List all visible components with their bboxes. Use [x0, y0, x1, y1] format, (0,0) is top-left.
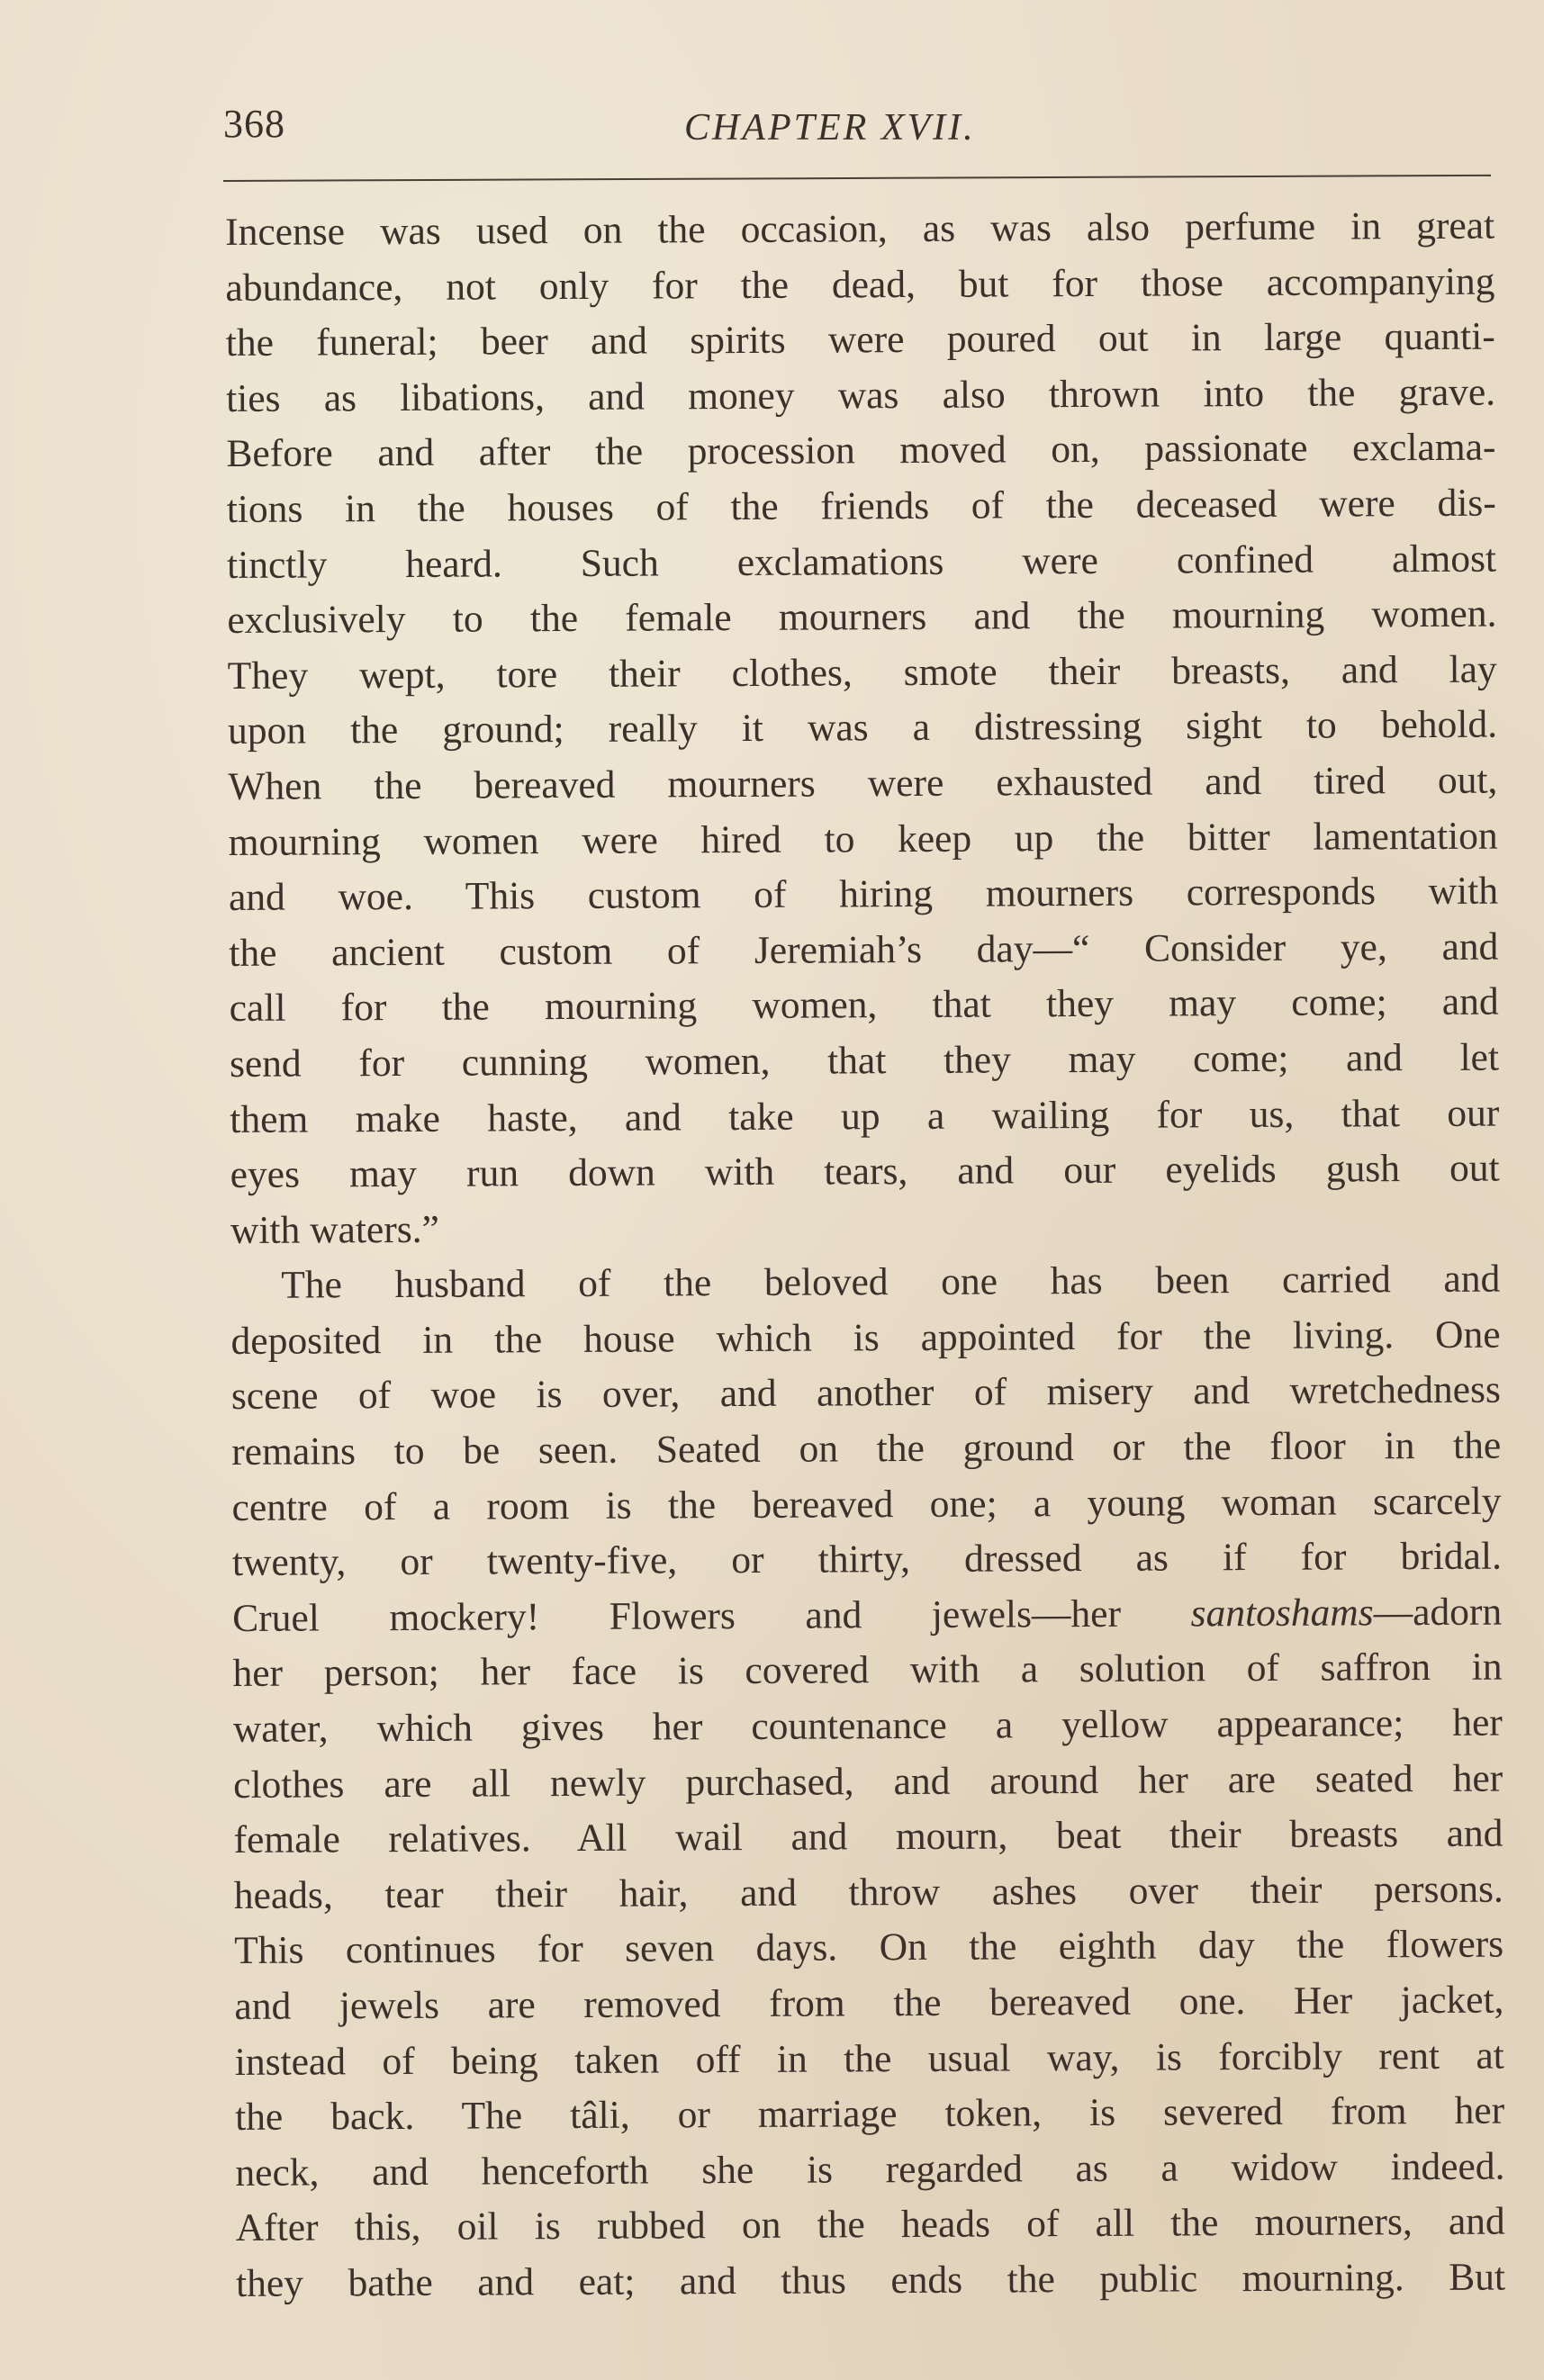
text-line: tions in the houses of the friends of the deceased were dis-: [226, 481, 1496, 531]
body-text: [225, 199, 1505, 2312]
text-line: exclusively to the female mourners and the mourning women.: [227, 591, 1497, 643]
text-line: eyes may run down with tears, and our eyelids gush out: [230, 1146, 1500, 1197]
text-line: send for cunning women, that they may come; and let: [229, 1035, 1500, 1086]
italic-term: santoshams: [1190, 1591, 1374, 1636]
text-line: upon the ground; really it was a distressing sight to behold.: [227, 702, 1498, 753]
text-line: mourning women were hired to keep up the bitter lamentation: [228, 814, 1498, 864]
text-line: the ancient custom of Jeremiah’s day—“ Consider ye, and: [229, 924, 1499, 975]
text-line: call for the mourning women, that they may come; and: [229, 979, 1499, 1031]
page-header: [223, 101, 1493, 155]
text-line: they bathe and eat; and thus ends the public mourning. But: [235, 2255, 1506, 2305]
running-head: CHAPTER XVII.: [684, 107, 976, 149]
text-line: ties as libations, and money was also thrown into the grave.: [225, 370, 1496, 420]
text-line: water, which gives her countenance a yellow appearance; her: [232, 1700, 1503, 1752]
header-rule: [223, 175, 1491, 182]
text-line: them make haste, and take up a wailing for us, that our: [230, 1091, 1500, 1141]
text-line: Incense was used on the occasion, as was also perfume in great: [225, 203, 1495, 254]
text-line: They wept, tore their clothes, smote their breasts, and lay: [227, 647, 1497, 698]
text-line: Before and after the procession moved on, passionate exclama-: [226, 425, 1496, 476]
text-line: the funeral; beer and spirits were poured out in large quanti-: [225, 314, 1495, 365]
text-line: Cruel mockery! Flowers and jewels—her santoshams—adorn: [232, 1590, 1503, 1640]
text-line: The husband of the beloved one has been carried and: [281, 1257, 1501, 1307]
text-line: deposited in the house which is appointed for the living. One: [230, 1312, 1501, 1363]
page-number: 368: [223, 102, 285, 146]
text-line: clothes are all newly purchased, and around her are seated her: [233, 1756, 1503, 1807]
text-line: centre of a room is the bereaved one; a young woman scarcely: [231, 1479, 1502, 1529]
text-line: After this, oil is rubbed on the heads of all the mourners, and: [235, 2199, 1505, 2250]
text-line: tinctly heard. Such exclamations were confined almost: [226, 536, 1497, 587]
text-line: the back. The tâli, or marriage token, is severed from her: [234, 2088, 1505, 2140]
text-line: with waters.”: [230, 1207, 440, 1252]
text-line: heads, tear their hair, and throw ashes over their persons.: [233, 1867, 1503, 1917]
text-line: scene of woe is over, and another of misery and wretchedness: [230, 1368, 1502, 1419]
text-line: twenty, or twenty-five, or thirty, dressed as if for bridal.: [231, 1534, 1503, 1585]
text-line: remains to be seen. Seated on the ground or the floor in the: [231, 1423, 1502, 1474]
text-line: neck, and henceforth she is regarded as a widow indeed.: [235, 2144, 1505, 2195]
text-line: and woe. This custom of hiring mourners corresponds with: [228, 869, 1499, 920]
text-line: When the bereaved mourners were exhausted and tired out,: [228, 758, 1498, 808]
text-line: abundance, not only for the dead, but for those accompanying: [225, 259, 1495, 310]
text-line: instead of being taken off in the usual way, is forcibly rent at: [234, 2033, 1504, 2084]
text-line: her person; her face is covered with a solution of saffron in: [232, 1645, 1503, 1696]
text-line: female relatives. All wail and mourn, beat their breasts and: [233, 1811, 1503, 1862]
text-line: This continues for seven days. On the eighth day the flowers: [234, 1922, 1504, 1973]
text-line: and jewels are removed from the bereaved one. Her jacket,: [234, 1978, 1504, 2028]
